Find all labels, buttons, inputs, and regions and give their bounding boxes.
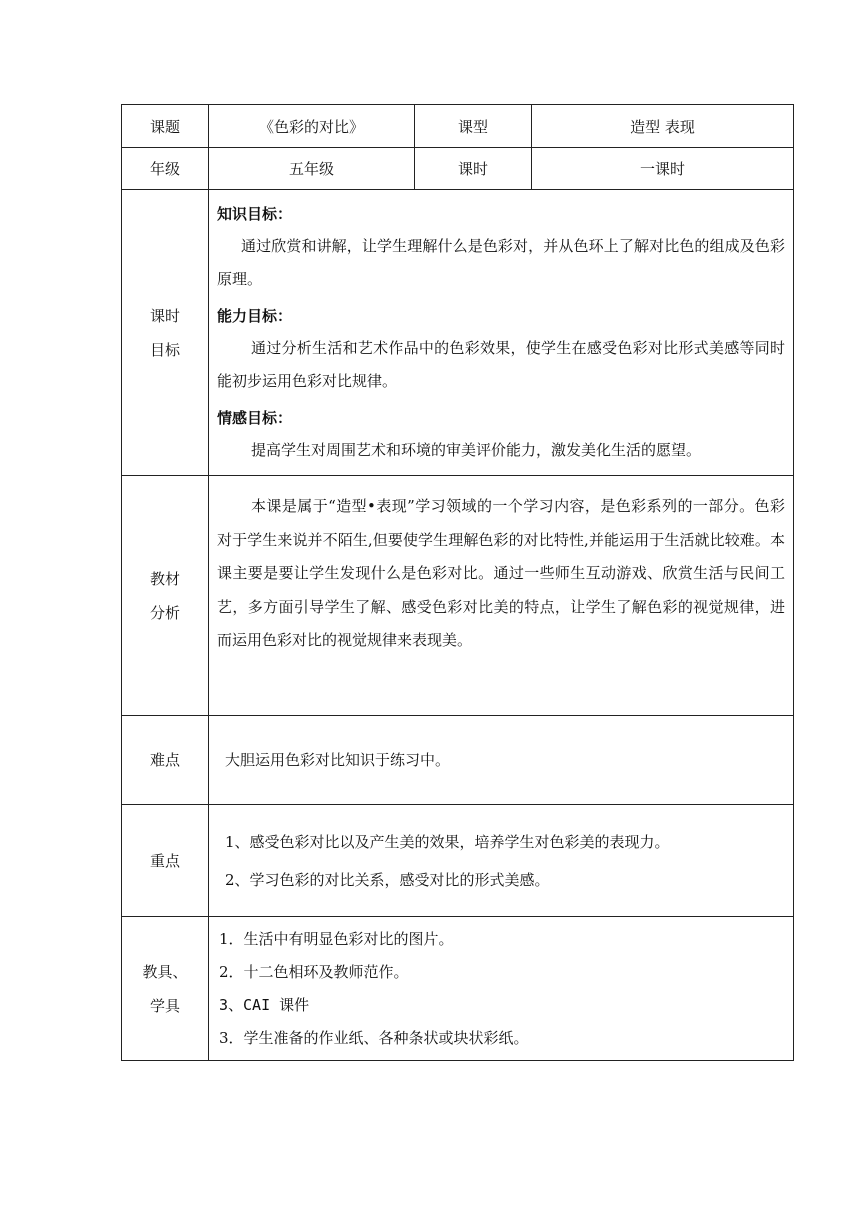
difficulty-content — [209, 716, 794, 805]
key-point-item: 2、学习色彩的对比关系，感受对比的形式美感。 — [225, 870, 550, 889]
analysis-text: 本课是属于“造型•表现”学习领域的一个学习内容，是色彩系列的一部分。色彩对于学生来说并不陌生,但要使学生理解色彩的对比特性,并能运用于生活就比较难。本课主要是要让学生发现什么是色彩对比。通过一些师生互动游戏、欣赏生活与民间工艺，多方面引导学生了解、感受色彩对比美的特点，让学生了解色彩的视觉规律，进而运用色彩对比的视觉规律来表现美。 — [217, 497, 785, 649]
difficulty-text: 大胆运用色彩对比知识于练习中。 — [225, 751, 451, 769]
key-point-item: 1、感受色彩对比以及产生美的效果，培养学生对色彩美的表现力。 — [225, 832, 670, 851]
material-item: 3．学生准备的作业纸、各种条状或块状彩纸。 — [219, 1029, 529, 1047]
analysis-content — [209, 476, 794, 716]
key-points-content — [209, 805, 794, 917]
row-key-points — [122, 805, 794, 917]
row-objectives — [122, 190, 794, 476]
materials-label-line2: 学具 — [149, 996, 180, 1015]
analysis-label-line2: 分析 — [149, 603, 180, 622]
lesson-plan-table — [121, 104, 794, 1061]
grade-label: 年级 — [122, 148, 209, 190]
ability-text: 通过分析生活和艺术作品中的色彩效果，使学生在感受色彩对比形式美感等同时能初步运用色彩对比规律。 — [217, 339, 785, 390]
material-item: 3、CAI 课件 — [219, 996, 310, 1014]
period-value: 一课时 — [532, 148, 794, 190]
materials-label-line1: 教具、 — [142, 962, 188, 981]
topic-label: 课题 — [122, 105, 209, 148]
row-materials — [122, 917, 794, 1061]
analysis-label — [122, 476, 209, 716]
knowledge-heading: 知识目标： — [217, 205, 293, 223]
row-difficulty — [122, 716, 794, 805]
analysis-label-line1: 教材 — [149, 569, 180, 588]
emotion-heading: 情感目标： — [217, 409, 293, 427]
objectives-content — [209, 190, 794, 476]
ability-heading: 能力目标： — [217, 307, 293, 325]
objectives-label — [122, 190, 209, 476]
period-label: 课时 — [415, 148, 532, 190]
type-value: 造型 表现 — [532, 105, 794, 148]
key-points-label: 重点 — [122, 805, 209, 917]
material-item: 2．十二色相环及教师范作。 — [219, 963, 409, 981]
objectives-label-line1: 课时 — [149, 306, 180, 325]
grade-value: 五年级 — [209, 148, 415, 190]
type-label: 课型 — [415, 105, 532, 148]
material-item: 1．生活中有明显色彩对比的图片。 — [219, 930, 454, 948]
materials-content — [209, 917, 794, 1061]
topic-value: 《色彩的对比》 — [209, 105, 415, 148]
row-topic — [122, 105, 794, 148]
emotion-text: 提高学生对周围艺术和环境的审美评价能力，激发美化生活的愿望。 — [251, 441, 702, 459]
row-analysis — [122, 476, 794, 716]
row-grade — [122, 148, 794, 190]
objectives-label-line2: 目标 — [149, 340, 180, 359]
difficulty-label: 难点 — [122, 716, 209, 805]
knowledge-text: 通过欣赏和讲解，让学生理解什么是色彩对，并从色环上了解对比色的组成及色彩原理。 — [217, 237, 785, 288]
materials-label — [122, 917, 209, 1061]
